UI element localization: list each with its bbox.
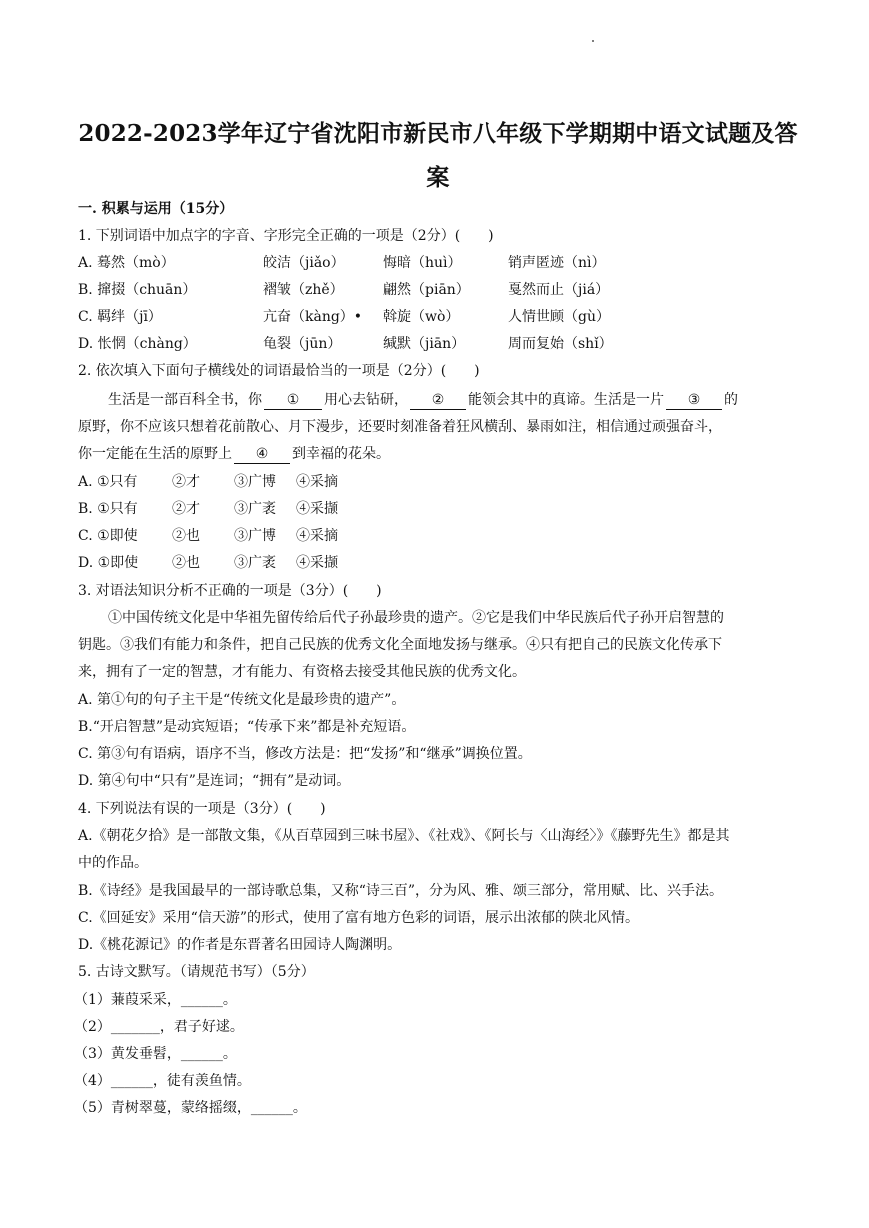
q1-a-2: 皎洁（jiǎo） (263, 255, 345, 271)
q2-stem: 2. 依次填入下面句子横线处的词语最恰当的一项是（2分）( ) (78, 363, 480, 379)
q2-d-4: ④采撷 (296, 555, 338, 571)
q2-text-c: 能领会其中的真谛。生活是一片 (468, 392, 664, 408)
q2-d-3: ③广袤 (234, 555, 276, 571)
q1-c-4: 人情世顾（gù） (508, 309, 610, 325)
q2-option-d (78, 550, 798, 577)
q5-stem: 5. 古诗文默写。（请规范书写）（5分） (78, 964, 315, 980)
q3-passage-line-1: ①中国传统文化是中华祖先留传给后代子孙最珍贵的遗产。②它是我们中华民族后代子孙开启智慧的 (108, 610, 724, 626)
q5-item-2: （2）_______，君子好逑。 (74, 1019, 244, 1035)
q2-b-4: ④采撷 (296, 501, 338, 517)
q2-text-e: 你一定能在生活的原野上 (78, 446, 232, 462)
title-line-1: 2022-2023学年辽宁省沈阳市新民市八年级下学期期中语文试题及答 (78, 120, 798, 147)
q2-a-2: ②才 (172, 474, 200, 490)
q1-c-3: 斡旋（wò） (383, 309, 460, 325)
q2-text-d: 的 (724, 392, 738, 408)
q2-text-a: 生活是一部百科全书，你 (108, 392, 262, 408)
q3-option-d: D. 第④句中“只有”是连词；“拥有”是动词。 (78, 773, 351, 789)
q2-passage-line-3 (78, 441, 798, 468)
q2-b-1: B. ①只有 (78, 501, 138, 517)
q5-item-4: （4）______，徒有羡鱼情。 (74, 1073, 251, 1089)
stray-dot (592, 40, 594, 42)
q4-option-d: D.《桃花源记》的作者是东晋著名田园诗人陶渊明。 (78, 937, 402, 953)
q4-option-a-line-2: 中的作品。 (78, 855, 148, 871)
q4-option-b: B.《诗经》是我国最早的一部诗歌总集，又称“诗三百”，分为风、雅、颂三部分，常用赋、比、兴手法。 (78, 883, 724, 899)
q2-option-a (78, 469, 798, 496)
q4-option-a-line-1: A.《朝花夕拾》是一部散文集，《从百草园到三味书屋》、《社戏》、《阿长与〈山海经〉》《藤野先生》都是其 (78, 828, 730, 844)
q2-blank-1: ① (264, 391, 322, 410)
q1-d-4: 周而复始（shǐ） (508, 336, 613, 352)
q2-c-4: ④采摘 (296, 528, 338, 544)
q2-option-b (78, 496, 798, 523)
q2-a-3: ③广博 (234, 474, 276, 490)
q2-a-1: A. ①只有 (78, 474, 138, 490)
q2-blank-2: ② (410, 391, 466, 410)
q1-a-4: 销声匿迹（nì） (508, 255, 606, 271)
q1-d-2: 龟裂（jūn） (263, 336, 342, 352)
q2-b-2: ②才 (172, 501, 200, 517)
q1-d-3: 缄默（jiān） (383, 336, 466, 352)
q5-item-1: （1）蒹葭采采，______。 (74, 992, 237, 1008)
q1-a-1: A. 蓦然（mò） (78, 255, 175, 271)
q2-c-1: C. ①即使 (78, 528, 138, 544)
q1-b-1: B. 撺掇（chuān） (78, 282, 197, 298)
document-title (78, 112, 798, 200)
q2-b-3: ③广袤 (234, 501, 276, 517)
q4-stem: 4. 下列说法有误的一项是（3分）( ) (78, 801, 326, 817)
q3-option-a: A. 第①句的句子主干是“传统文化是最珍贵的遗产”。 (78, 692, 406, 708)
q3-stem: 3. 对语法知识分析不正确的一项是（3分）( ) (78, 583, 382, 599)
q4-option-c: C.《回延安》采用“信天游”的形式，使用了富有地方色彩的词语，展示出浓郁的陕北风情。 (78, 910, 639, 926)
q2-passage-line-2: 原野，你不应该只想着花前散心、月下漫步，还要时刻准备着狂风横刮、暴雨如注，相信通过顽强奋斗， (78, 419, 722, 435)
q1-b-2: 褶皱（zhě） (263, 282, 344, 298)
q2-blank-3: ③ (666, 391, 722, 410)
q1-b-4: 戛然而止（jiá） (508, 282, 610, 298)
q3-passage-line-2: 钥匙。③我们有能力和条件，把自己民族的优秀文化全面地发扬与继承。④只有把自己的民族文化传承下 (78, 637, 722, 653)
q2-option-c (78, 523, 798, 550)
q2-text-b: 用心去钻研， (324, 392, 408, 408)
q2-c-3: ③广博 (234, 528, 276, 544)
q2-a-4: ④采摘 (296, 474, 338, 490)
q2-blank-4: ④ (234, 445, 290, 464)
q2-d-1: D. ①即使 (78, 555, 139, 571)
q3-passage-line-3: 来，拥有了一定的智慧，才有能力、有资格去接受其他民族的优秀文化。 (78, 664, 526, 680)
q1-c-1: C. 羁绊（jī） (78, 309, 162, 325)
q3-option-c: C. 第③句有语病，语序不当，修改方法是：把“发扬”和“继承”调换位置。 (78, 746, 532, 762)
q3-option-b: B.“开启智慧”是动宾短语；“传承下来”都是补充短语。 (78, 719, 416, 735)
q1-c-2: 亢奋（kàng）• (263, 309, 363, 325)
q5-item-5: （5）青树翠蔓，蒙络摇缀，______。 (74, 1100, 307, 1116)
q5-item-3: （3）黄发垂髫，______。 (74, 1046, 237, 1062)
q2-d-2: ②也 (172, 555, 200, 571)
q1-b-3: 翩然（piān） (383, 282, 470, 298)
q2-c-2: ②也 (172, 528, 200, 544)
q1-d-1: D. 怅惘（chàng） (78, 336, 197, 352)
q2-passage-line-1 (78, 387, 828, 414)
q1-a-3: 悔暗（huì） (383, 255, 462, 271)
section-heading: 一. 积累与运用（15分） (78, 201, 234, 217)
title-line-2: 案 (426, 164, 450, 191)
q2-text-f: 到幸福的花朵。 (292, 446, 390, 462)
q1-stem: 1. 下别词语中加点字的字音、字形完全正确的一项是（2分）( ) (78, 228, 494, 244)
